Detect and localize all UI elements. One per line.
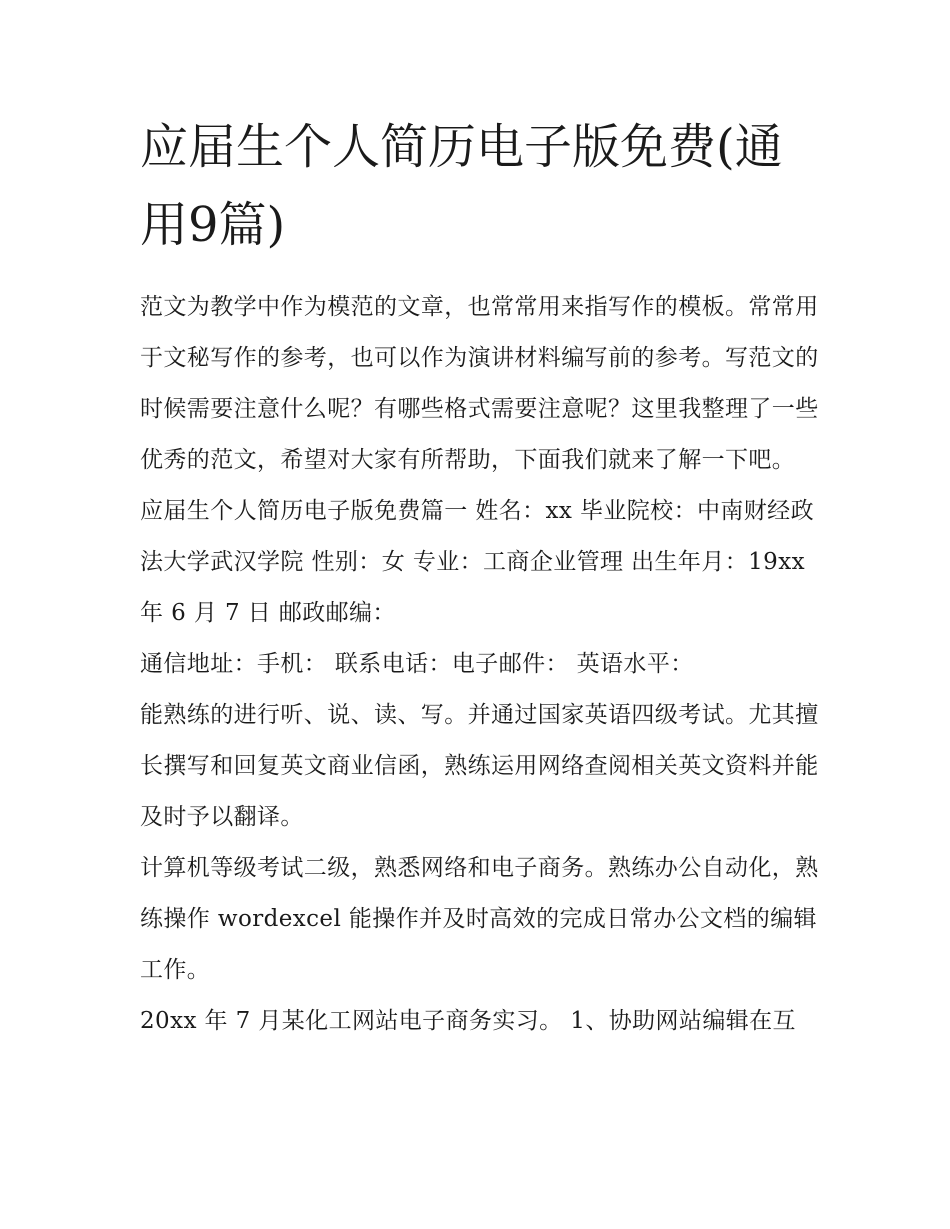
paragraph-intro: 范文为教学中作为模范的文章，也常常用来指写作的模板。常常用于文秘写作的参考，也可以作为演讲材料编写前的参考。写范文的时候需要注意什么呢？有哪些格式需要注意呢？这里我整理了一些优秀的范文，希望对大家有所帮助，下面我们就来了解一下吧。 [140,294,819,473]
title-container [140,108,820,264]
paragraph-computer-skills: 计算机等级考试二级，熟悉网络和电子商务。熟练办公自动化，熟练操作 wordexcel 能操作并及时高效的完成日常办公文档的编辑工作。 [140,855,819,983]
paragraph-internship: 20xx 年 7 月某化工网站电子商务实习。 1、协助网站编辑在互 [140,1008,796,1034]
paragraph-contact-info: 通信地址：手机： 联系电话：电子邮件： 英语水平： [140,651,694,677]
document-title: 应届生个人简历电子版免费(通用9篇) [140,119,783,253]
paragraph-english-skills: 能熟练的进行听、说、读、写。并通过国家英语四级考试。尤其擅长撰写和回复英文商业信函，熟练运用网络查阅相关英文资料并能及时予以翻译。 [140,702,819,830]
paragraph-basic-info: 应届生个人简历电子版免费篇一 姓名：xx 毕业院校：中南财经政法大学武汉学院 性别：女 专业：工商企业管理 出生年月：19xx 年 6 月 7 日 邮政邮编： [140,498,814,626]
document-content [140,108,820,1047]
